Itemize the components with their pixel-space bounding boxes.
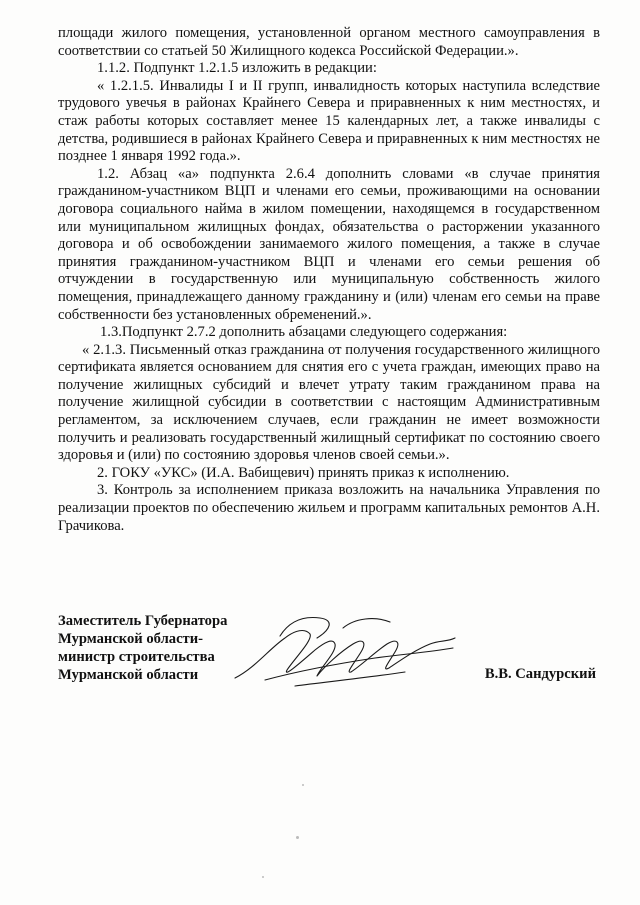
paragraph-1-2: 1.2. Абзац «а» подпункта 2.6.4 дополнить словами «в случае принятия гражданином-участником ВЦП и членами его семьи, проживающими на основании договора социального найма в жилом помещении, находящемся в государственном или муниципальном жилищных фондах, обязательства о расторжении указанного договора и об освобождении занимаемого жилого помещения, а также в случае принятия гражданином-участником ВЦП и членами его семьи решения об отчуждении в государственную или муниципальную собственность жилого помещения, принадлежащего данному гражданину и (или) членам его семьи на праве собственности без установленных обременений.». xyxy=(58,165,600,323)
paragraph-1-3: 1.3.Подпункт 2.7.2 дополнить абзацами следующего содержания: xyxy=(100,324,508,341)
scan-speck xyxy=(302,784,304,786)
paragraph-quote-2-1-3: « 2.1.3. Письменный отказ гражданина от получения государственного жилищного сертификата является основанием для снятия его с учета граждан, имеющих право на получение жилищных субсидий и влечет утрату таким гражданином права на получение жилищной субсидии в соответствии с настоящим Административным регламентом, за исключением случаев, если гражданин не имеет возможности получить и реализовать государственный жилищный сертификат по состоянию своего здоровья и (или) по состоянию здоровья членов своей семьи.». xyxy=(58,341,600,464)
scan-speck xyxy=(296,836,299,839)
paragraph-3: 3. Контроль за исполнением приказа возложить на начальника Управления по реализации проектов по обеспечению жильем и программ капитальных ремонтов А.Н. Грачикова. xyxy=(58,482,600,534)
position-line: Заместитель Губернатора xyxy=(58,613,228,629)
position-line: Мурманской области xyxy=(58,667,199,683)
paragraph-1-1-2: 1.1.2. Подпункт 1.2.1.5 изложить в редакции: xyxy=(97,60,377,77)
paragraph-continuation: площади жилого помещения, установленной органом местного самоуправления в соответствии со статьей 50 Жилищного кодекса Российской Федерации.». xyxy=(58,25,600,59)
scan-speck xyxy=(262,876,264,878)
signatory-position xyxy=(58,612,227,684)
document-body xyxy=(58,25,600,535)
paragraph-2: 2. ГОКУ «УКС» (И.А. Вабищевич) принять приказ к исполнению. xyxy=(97,464,510,481)
handwritten-signature xyxy=(225,608,465,698)
position-line: министр строительства xyxy=(58,649,215,665)
position-line: Мурманской области- xyxy=(58,631,203,647)
signer-name: В.В. Сандурский xyxy=(484,666,596,682)
paragraph-quote-1-2-1-5: « 1.2.1.5. Инвалиды I и II групп, инвалидность которых наступила вследствие трудового увечья в районах Крайнего Севера и приравненных к ним местностях, и стаж работы которых составляет менее 15 календарных лет, а также инвалиды с детства, родившиеся в районах Крайнего Севера и приравненных к ним местностях не позднее 1 января 1992 года.». xyxy=(58,77,600,165)
